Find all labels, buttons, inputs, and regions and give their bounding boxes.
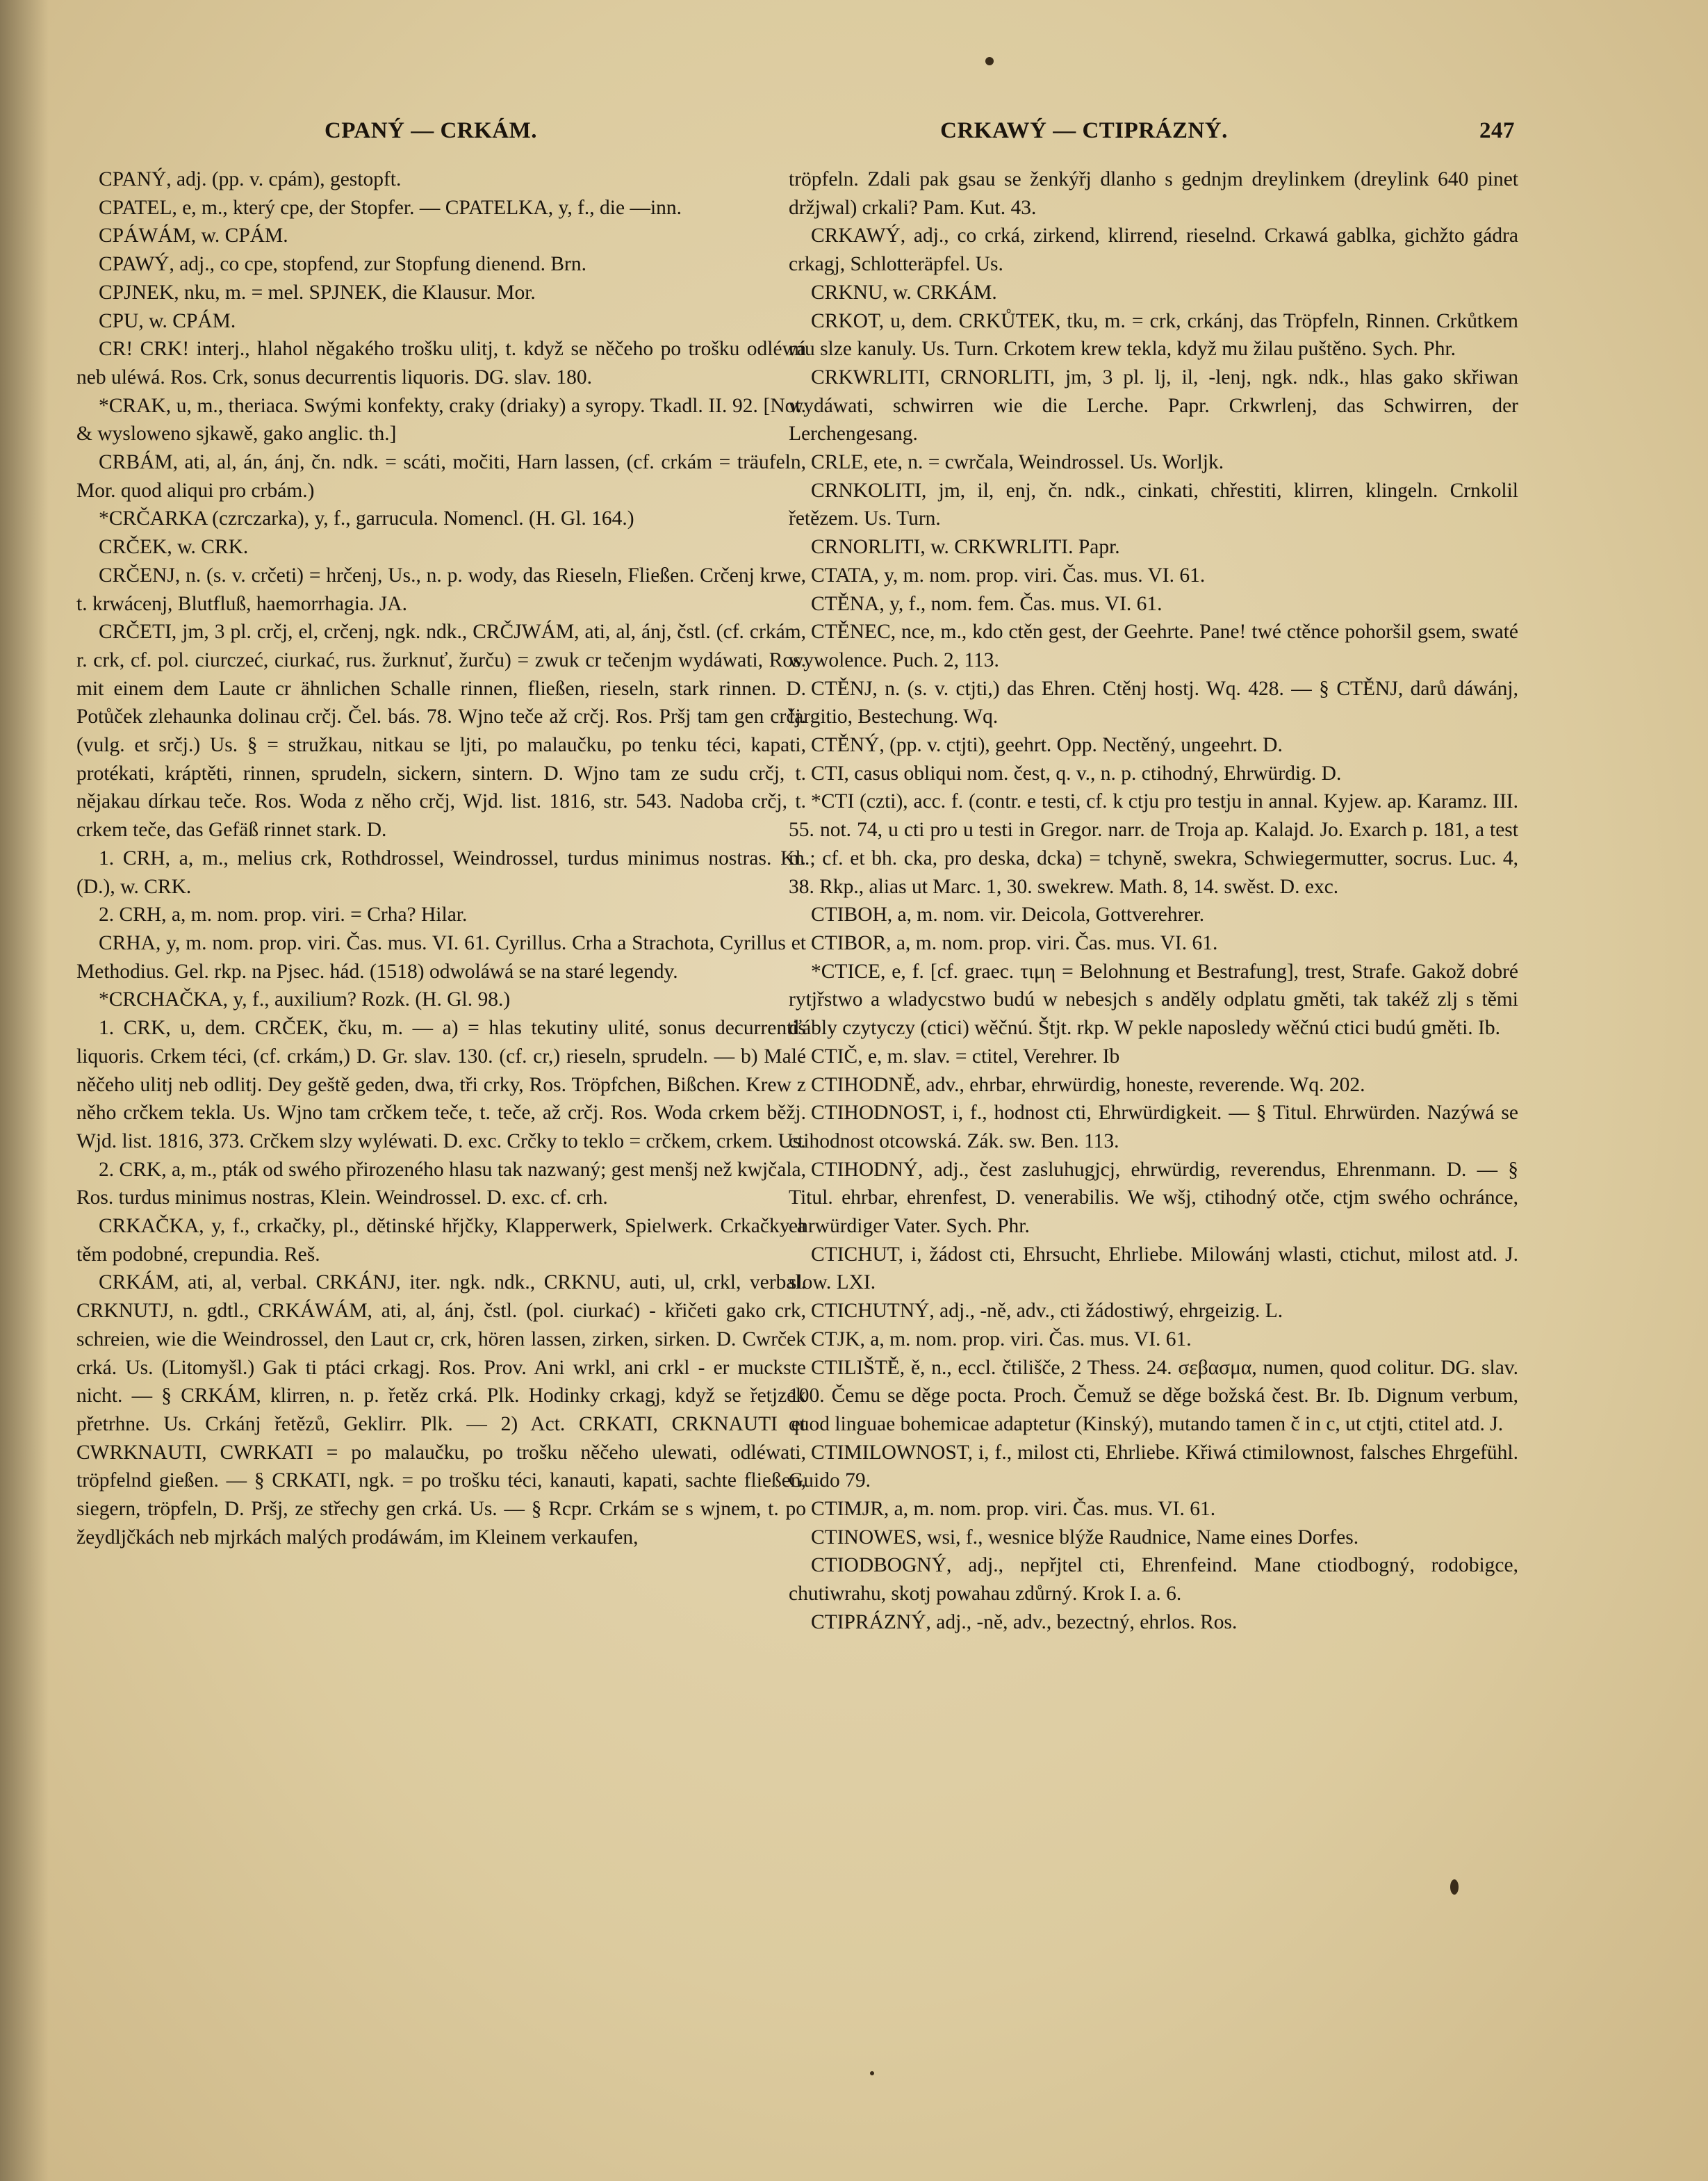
dictionary-entry: 1. CRK, u, dem. CRČEK, čku, m. — a) = hlas tekutiny ulité, sonus decurrentis liquoris. Crkem téci, (cf. crkám,) D. Gr. slav. 130. (cf. cr,) rieseln, sprudeln. — b) Malé něčeho ulitj neb odlitj. Dey geště geden, dwa, tři crky, Ros. Tröpfchen, Bißchen. Krew z něho crčkem tekla. Us. Wjno tam crčkem teče, t. teče, až crčj. Ros. Woda crkem běžj. Wjd. list. 1816, 373. Crčkem slzy wyléwati. D. exc. Crčky to teklo = crčkem, crkem. Us. xyxy=(76,1017,806,1152)
dictionary-entry: CRČETI, jm, 3 pl. crčj, el, crčenj, ngk. ndk., CRČJWÁM, ati, al, ánj, čstl. (cf. crkám, r. crk, cf. pol. ciurczeć, ciurkać, rus. žurknuť, žurču) = zwuk cr tečenjm wydáwati, Ros. mit einem dem Laute cr ähnlichen Schalle rinnen, fließen, rieseln, stark rinnen. D. Potůček zlehaunka dolinau crčj. Čel. bás. 78. Wjno teče až crčj. Ros. Pršj tam gen crčj. (vulg. et srčj.) Us. § = stružkau, nitkau se ljti, po malaučku, po tenku téci, kapati, protékati, kráptěti, rinnen, sprudeln, sickern, sintern. D. Wjno tam ze sudu crčj, t. nějakau dírkau teče. Ros. Woda z něho crčj, Wjd. list. 1816, str. 543. Nadoba crčj, t. crkem teče, das Gefäß rinnet stark. D. xyxy=(76,621,806,842)
right-column xyxy=(789,165,1518,1637)
dictionary-entry: CPANÝ, adj. (pp. v. cpám), gestopft. xyxy=(99,168,402,190)
dictionary-entry: CRKNU, w. CRKÁM. xyxy=(811,281,997,304)
dictionary-entry: CRKAWÝ, adj., co crká, zirkend, klirrend, rieselnd. Crkawá gablka, gichžto gádra crkagj, Schlotteräpfel. Us. xyxy=(789,224,1518,276)
dictionary-entry: CRKWRLITI, CRNORLITI, jm, 3 pl. lj, il, -lenj, ngk. ndk., hlas gako skřiwan wydáwati, schwirren wie die Lerche. Papr. Crkwrlenj, das Schwirren, der Lerchengesang. xyxy=(789,366,1518,446)
dictionary-entry: CTATA, y, m. nom. prop. viri. Čas. mus. VI. 61. xyxy=(811,564,1206,587)
page-gutter-shadow xyxy=(0,0,49,2181)
dictionary-entry: CTĚNEC, nce, m., kdo ctěn gest, der Geehrte. Pane! twé ctěnce pohoršil gsem, swaté wywolence. Puch. 2, 113. xyxy=(789,621,1518,671)
dictionary-entry: *CRAK, u, m., theriaca. Swými konfekty, craky (driaky) a syropy. Tkadl. II. 92. [Not. & wysloweno sjkawě, gako anglic. th.] xyxy=(76,394,806,446)
dictionary-entry: CTĚNÝ, (pp. v. ctjti), geehrt. Opp. Nectěný, ungeehrt. D. xyxy=(811,734,1283,757)
dictionary-entry: tröpfeln. Zdali pak gsau se ženkýřj dlanho s gednjm dreylinkem (dreylink 640 pinet držjwal) crkali? Pam. Kut. 43. xyxy=(789,168,1518,219)
left-column xyxy=(76,165,806,1551)
dictionary-entry: 1. CRH, a, m., melius crk, Rothdrossel, Weindrossel, turdus minimus nostras. Kl. (D.), w. CRK. xyxy=(76,847,806,898)
right-running-head-title: CRKAWÝ — CTIPRÁZNÝ. xyxy=(940,118,1228,143)
dictionary-entry: *CTICE, e, f. [cf. graec. τιμη = Belohnung et Bestrafung], trest, Strafe. Gakož dobré rytjřstwo a wladycstwo budú w nebesjch s anděly odplatu gměti, tak takéž zlj s těmi ďábly czytyczy (ctici) wěčnú. Štjt. rkp. W pekle naposledy wěčnú ctici budú gměti. Ib. xyxy=(789,960,1518,1040)
dictionary-entry: CTIČ, e, m. slav. = ctitel, Verehrer. Ib xyxy=(811,1045,1120,1068)
left-running-head: CPANÝ — CRKÁM. xyxy=(324,118,538,143)
ink-speck xyxy=(985,57,994,65)
dictionary-entry: CTIBOH, a, m. nom. vir. Deicola, Gottverehrer. xyxy=(811,904,1205,926)
dictionary-entry: CPATEL, e, m., který cpe, der Stopfer. — CPATELKA, y, f., die —inn. xyxy=(99,196,682,219)
dictionary-entry: CTILIŠTĚ, ě, n., eccl. čtilišče, 2 Thess. 24. σεβασμα, numen, quod colitur. DG. slav. 100. Čemu se děge pocta. Proch. Čemuž se děge božská čest. Br. Ib. Dignum verbum, quod linguae bohemicae adaptetur (Kinský), mutando tamen č in c, ut ctjti, ctitel atd. J. xyxy=(789,1356,1518,1435)
dictionary-entry: 2. CRH, a, m. nom. prop. viri. = Crha? Hilar. xyxy=(99,904,468,926)
dictionary-entry: CTIMJR, a, m. nom. prop. viri. Čas. mus. VI. 61. xyxy=(811,1498,1216,1521)
dictionary-entry: CPAWÝ, adj., co cpe, stopfend, zur Stopfung dienend. Brn. xyxy=(99,253,586,276)
dictionary-entry: CPÁWÁM, w. CPÁM. xyxy=(99,224,288,247)
dictionary-entry: CTIPRÁZNÝ, adj., -ně, adv., bezectný, ehrlos. Ros. xyxy=(811,1610,1238,1633)
page-number: 247 xyxy=(1479,118,1515,143)
dictionary-entry: *CTI (czti), acc. f. (contr. e testi, cf. k ctju pro testju in annal. Kyjew. ap. Karamz. III. 55. not. 74, u cti pro u testi in Gregor. narr. de Troja ap. Kalajd. Jo. Exarch p. 181, a test m.; cf. et bh. cka, pro deska, dcka) = tchyně, swekra, Schwiegermutter, socrus. Luc. 4, 38. Rkp., alias ut Marc. 1, 30. swekrew. Math. 8, 14. swěst. D. exc. xyxy=(789,790,1518,898)
dictionary-entry: CR! CRK! interj., hlahol něgakého trošku ulitj, t. když se něčeho po trošku odléwá neb uléwá. Ros. Crk, sonus decurrentis liquoris. DG. slav. 180. xyxy=(76,338,806,389)
dictionary-entry: CTIHODNOST, i, f., hodnost cti, Ehrwürdigkeit. — § Titul. Ehrwürden. Nazýwá se ctihodnost otcowská. Zák. sw. Ben. 113. xyxy=(789,1102,1518,1152)
dictionary-entry: CTINOWES, wsi, f., wesnice blýže Raudnice, Name eines Dorfes. xyxy=(811,1526,1359,1549)
dictionary-entry: CTIMILOWNOST, i, f., milost cti, Ehrliebe. Křiwá ctimilownost, falsches Ehrgefühl. Guido 79. xyxy=(789,1441,1518,1492)
dictionary-entry: CRNORLITI, w. CRKWRLITI. Papr. xyxy=(811,536,1120,559)
dictionary-entry: CTICHUTNÝ, adj., -ně, adv., cti žádostiwý, ehrgeizig. L. xyxy=(811,1300,1283,1323)
dictionary-entry: CRBÁM, ati, al, án, ánj, čn. ndk. = scáti, močiti, Harn lassen, (cf. crkám = träufeln, Mor. quod aliqui pro crbám.) xyxy=(76,451,806,502)
dictionary-entry: CRKÁM, ati, al, verbal. CRKÁNJ, iter. ngk. ndk., CRKNU, auti, ul, crkl, verbal. CRKNUTJ, n. gdtl., CRKÁWÁM, ati, al, ánj, čstl. (pol. ciurkać) - křičeti gako crk, schreien, wie die Weindrossel, den Laut cr, crk, hören lassen, zirken, sirken. D. Cwrček crká. Us. (Litomyšl.) Gak ti ptáci crkagj. Ros. Prov. Ani wrkl, ani crkl - er muckste nicht. — § CRKÁM, klirren, n. p. řetěz crká. Plk. Hodinky crkagj, když se řetjzek přetrhne. Us. Crkánj řetězů, Geklirr. Plk. — 2) Act. CRKATI, CRKNAUTI et CWRKNAUTI, CWRKATI = po malaučku, po trošku něčeho ulewati, odléwati, tröpfelnd gießen. — § CRKATI, ngk. = po trošku téci, kanauti, kapati, sachte fließen, siegern, tröpfeln, D. Pršj, ze střechy gen crká. Us. — § Rcpr. Crkám se s wjnem, t. po žeydljčkách neb mjrkách malých prodáwám, im Kleinem verkaufen, xyxy=(76,1271,806,1549)
dictionary-entry: CTIHODNÝ, adj., čest zasluhugjcj, ehrwürdig, reverendus, Ehrenmann. D. — § Titul. ehrbar, ehrenfest, D. venerabilis. We wšj, ctihodný otče, ctjm swého ochránce, ehrwürdiger Vater. Sych. Phr. xyxy=(789,1158,1518,1238)
dictionary-entry: CTIODBOGNÝ, adj., nepřjtel cti, Ehrenfeind. Mane ctiodbogný, rodobigce, chutiwrahu, skotj powahau zdůrný. Krok I. a. 6. xyxy=(789,1554,1518,1606)
dictionary-entry: CRKOT, u, dem. CRKŮTEK, tku, m. = crk, crkánj, das Tröpfeln, Rinnen. Crkůtkem mu slze kanuly. Us. Turn. Crkotem krew tekla, když mu žilau puštěno. Sych. Phr. xyxy=(789,309,1518,361)
ink-speck xyxy=(870,2071,874,2075)
dictionary-entry: CTICHUT, i, žádost cti, Ehrsucht, Ehrliebe. Milowánj wlasti, ctichut, milost atd. J. slow. LXI. xyxy=(789,1243,1518,1294)
dictionary-entry: CRČENJ, n. (s. v. crčeti) = hrčenj, Us., n. p. wody, das Rieseln, Fließen. Crčenj krwe, t. krwácenj, Blutfluß, haemorrhagia. JA. xyxy=(76,564,806,615)
dictionary-entry: CTIBOR, a, m. nom. prop. viri. Čas. mus. VI. 61. xyxy=(811,931,1218,954)
dictionary-entry: CPU, w. CPÁM. xyxy=(99,309,236,332)
dictionary-entry: 2. CRK, a, m., pták od swého přirozeného hlasu tak nazwaný; gest menšj než kwjčala, Ros. turdus minimus nostras, Klein. Weindrossel. D. exc. cf. crh. xyxy=(76,1158,806,1209)
dictionary-entry: CTJK, a, m. nom. prop. viri. Čas. mus. VI. 61. xyxy=(811,1328,1192,1350)
dictionary-entry: CRNKOLITI, jm, il, enj, čn. ndk., cinkati, chřestiti, klirren, klingeln. Crnkolil řetězem. Us. Turn. xyxy=(789,479,1518,530)
dictionary-entry: CTĚNJ, n. (s. v. ctjti,) das Ehren. Ctěnj hostj. Wq. 428. — § CTĚNJ, darů dáwánj, largitio, Bestechung. Wq. xyxy=(789,677,1518,728)
dictionary-entry: *CRČARKA (czrczarka), y, f., garrucula. Nomencl. (H. Gl. 164.) xyxy=(99,507,634,530)
dictionary-entry: *CRCHAČKA, y, f., auxilium? Rozk. (H. Gl. 98.) xyxy=(99,988,511,1011)
dictionary-entry: CTI, casus obliqui nom. čest, q. v., n. p. ctihodný, Ehrwürdig. D. xyxy=(811,762,1342,785)
dictionary-entry: CPJNEK, nku, m. = mel. SPJNEK, die Klausur. Mor. xyxy=(99,281,536,304)
right-running-head xyxy=(792,118,1515,153)
ink-speck xyxy=(1450,1879,1459,1895)
dictionary-entry: CRLE, ete, n. = cwrčala, Weindrossel. Us. Worljk. xyxy=(811,451,1224,474)
dictionary-entry: CRHA, y, m. nom. prop. viri. Čas. mus. VI. 61. Cyrillus. Crha a Strachota, Cyrillus et Methodius. Gel. rkp. na Pjsec. hád. (1518) odwoláwá se na staré legendy. xyxy=(76,931,806,983)
dictionary-entry: CTIHODNĚ, adv., ehrbar, ehrwürdig, honeste, reverende. Wq. 202. xyxy=(811,1073,1365,1096)
dictionary-entry: CRKAČKA, y, f., crkačky, pl., dětinské hřjčky, Klapperwerk, Spielwerk. Crkačky a těm podobné, crepundia. Reš. xyxy=(76,1215,806,1266)
dictionary-entry: CRČEK, w. CRK. xyxy=(99,536,249,559)
dictionary-entry: CTĚNA, y, f., nom. fem. Čas. mus. VI. 61. xyxy=(811,592,1163,615)
